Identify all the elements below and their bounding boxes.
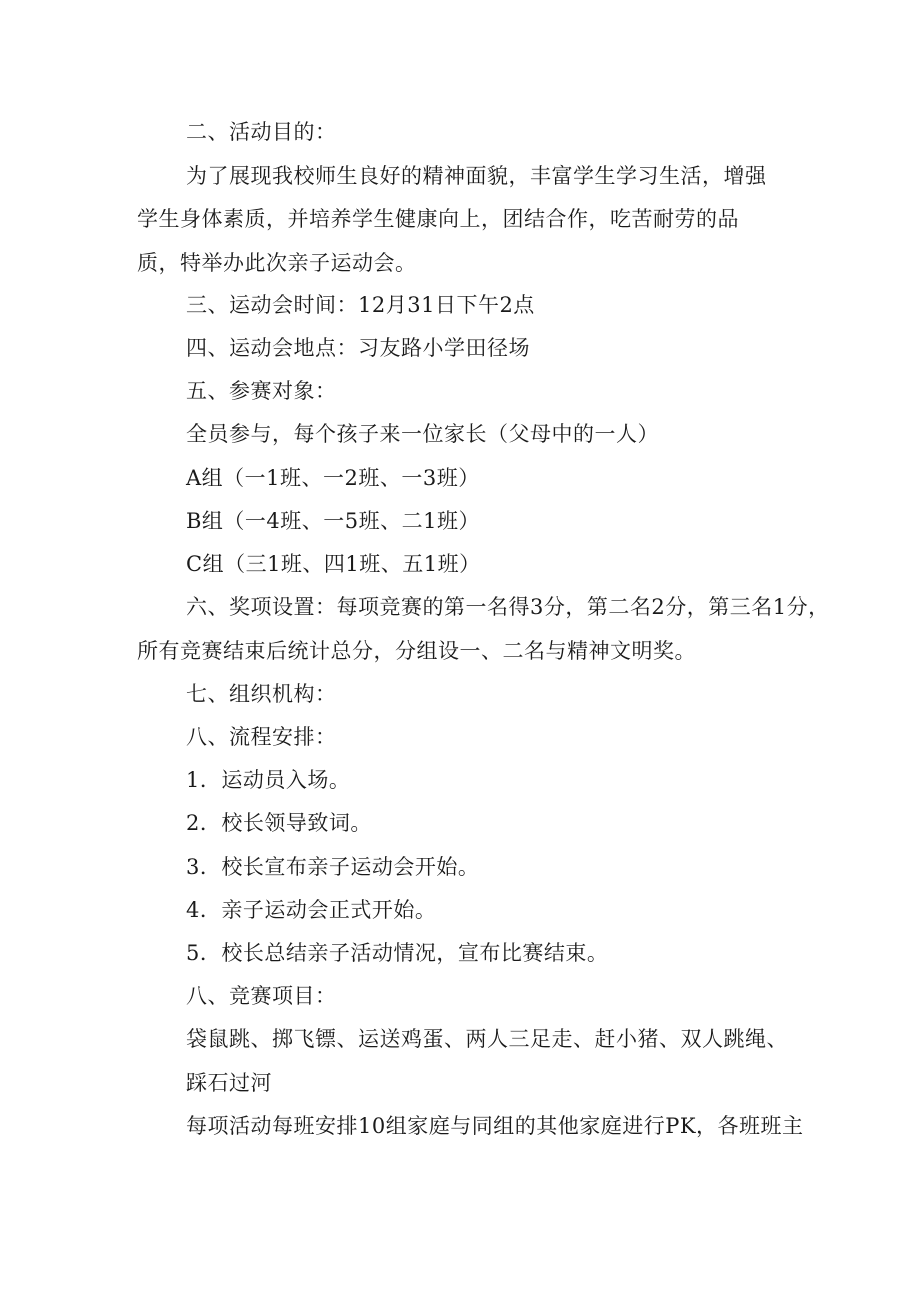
heading-organization: 七、组织机构： xyxy=(186,682,337,706)
event-location: 四、运动会地点：习友路小学田径场 xyxy=(186,336,530,360)
purpose-paragraph-line-2: 学生身体素质，并培养学生健康向上，团结合作，吃苦耐劳的品 xyxy=(137,207,739,231)
heading-flow: 八、流程安排： xyxy=(186,725,337,749)
event-time: 三、运动会时间：12月31日下午2点 xyxy=(186,293,535,317)
group-b: B组（一4班、一5班、二1班） xyxy=(186,509,481,533)
events-list-line-1: 袋鼠跳、掷飞镖、运送鸡蛋、两人三足走、赶小猪、双人跳绳、 xyxy=(186,1027,788,1051)
flow-step-2: 2．校长领导致词。 xyxy=(186,811,372,835)
purpose-paragraph-line-3: 质，特举办此次亲子运动会。 xyxy=(137,251,417,275)
flow-step-4: 4．亲子运动会正式开始。 xyxy=(186,898,437,922)
flow-step-5: 5．校长总结亲子活动情况，宣布比赛结束。 xyxy=(186,941,609,965)
heading-purpose: 二、活动目的： xyxy=(186,120,337,144)
purpose-paragraph-line-1: 为了展现我校师生良好的精神面貌，丰富学生学习生活，增强 xyxy=(186,164,767,188)
heading-participants: 五、参赛对象： xyxy=(186,379,337,403)
heading-events: 八、竞赛项目： xyxy=(186,984,337,1008)
flow-step-3: 3．校长宣布亲子运动会开始。 xyxy=(186,855,480,879)
events-list-line-2: 踩石过河 xyxy=(186,1071,272,1095)
flow-step-1: 1．运动员入场。 xyxy=(186,768,351,792)
awards-line-2: 所有竞赛结束后统计总分，分组设一、二名与精神文明奖。 xyxy=(137,639,696,663)
participants-description: 全员参与，每个孩子来一位家长（父母中的一人） xyxy=(186,422,659,446)
group-c: C组（三1班、四1班、五1班） xyxy=(186,552,481,576)
events-note: 每项活动每班安排10组家庭与同组的其他家庭进行PK，各班班主 xyxy=(186,1114,804,1138)
awards-line-1: 六、奖项设置：每项竞赛的第一名得3分，第二名2分，第三名1分， xyxy=(186,595,830,619)
group-a: A组（一1班、一2班、一3班） xyxy=(186,466,480,490)
